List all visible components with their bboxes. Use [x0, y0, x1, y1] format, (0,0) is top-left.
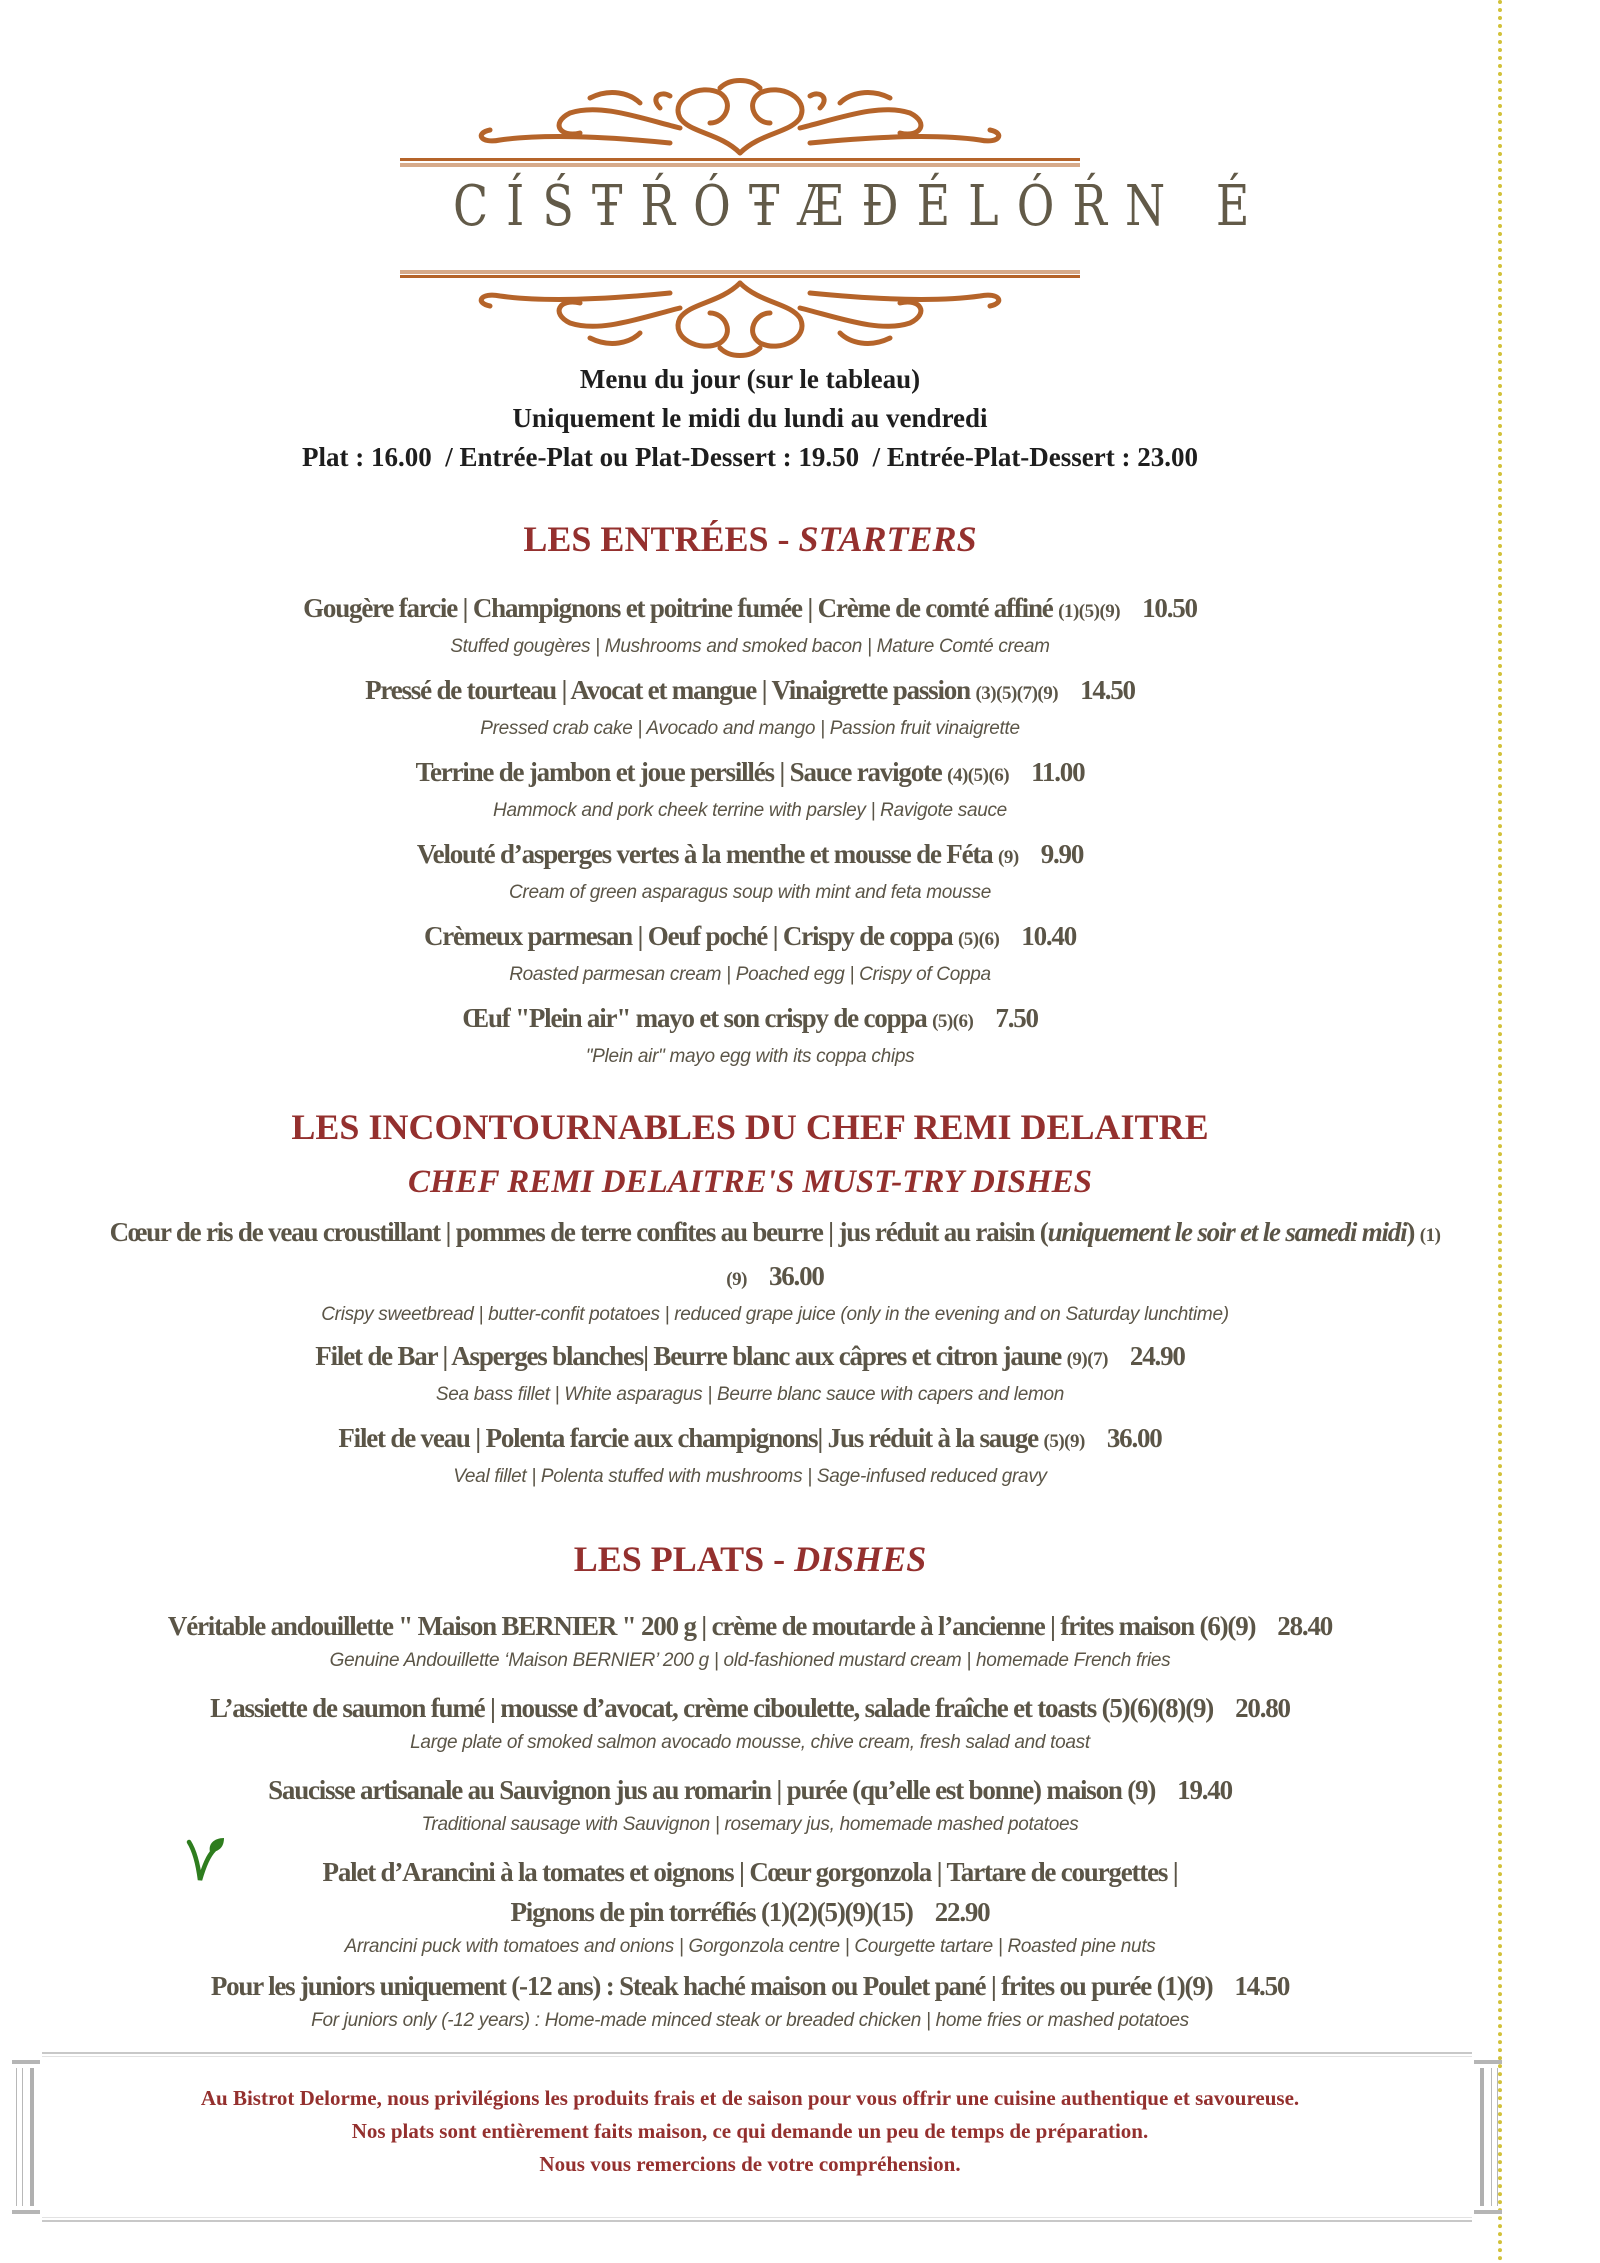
item-english: Veal fillet | Polenta stuffed with mushrooms | Sage-infused reduced gravy	[453, 1466, 1047, 1487]
item-price: 22.90	[934, 1897, 990, 1927]
intro-line-2: Uniquement le midi du lundi au vendredi	[512, 403, 988, 433]
footer-line-3: Nous vous remercions de votre compréhension.	[539, 2152, 961, 2176]
section-title-starters	[0, 518, 1500, 560]
menu-item	[0, 1336, 1500, 1410]
menu-item	[0, 1688, 1500, 1758]
item-name: L’assiette de saumon fumé | mousse d’avocat, crème ciboulette, salade fraîche et toasts (5)(6)(8)(9)	[210, 1693, 1214, 1723]
item-price: 11.00	[1031, 757, 1085, 787]
item-name: Gougère farcie | Champignons et poitrine fumée | Crème de comté affiné	[303, 593, 1053, 623]
item-allergens: (5)(9)	[1043, 1431, 1085, 1452]
item-name-end: )	[1406, 1217, 1415, 1247]
menu-item	[95, 1212, 1455, 1330]
intro-line-3: Plat : 16.00 / Entrée-Plat ou Plat-Dessert : 19.50 / Entrée-Plat-Dessert : 23.00	[302, 442, 1198, 472]
item-name: Terrine de jambon et joue persillés | Sauce ravigote	[415, 757, 942, 787]
frame-line	[42, 2217, 1472, 2218]
frame-line	[42, 2052, 1472, 2054]
item-english: Pressed crab cake | Avocado and mango | Passion fruit vinaigrette	[480, 718, 1020, 739]
section-title-en: CHEF REMI DELAITRE'S MUST-TRY DISHES	[407, 1164, 1093, 1200]
item-english: Genuine Andouillette ‘Maison BERNIER’ 200 g | old-fashioned mustard cream | homemade French fries	[329, 1650, 1171, 1671]
menu-item	[0, 1606, 1500, 1676]
item-english: Traditional sausage with Sauvignon | rosemary jus, homemade mashed potatoes	[421, 1814, 1079, 1835]
menu-item	[0, 1418, 1500, 1492]
item-name: Pour les juniors uniquement (-12 ans) : Steak haché maison ou Poulet pané | frites ou purée (1)(9)	[210, 1971, 1213, 2001]
item-english: Hammock and pork cheek terrine with parsley | Ravigote sauce	[493, 800, 1007, 821]
item-english: "Plein air" mayo egg with its coppa chips	[585, 1046, 915, 1067]
item-name: Filet de veau | Polenta farcie aux champignons| Jus réduit à la sauge	[338, 1423, 1038, 1453]
item-name: Véritable andouillette " Maison BERNIER " 200 g | crème de moutarde à l’ancienne | frites maison (6)(9)	[167, 1611, 1256, 1641]
item-english: Cream of green asparagus soup with mint and feta mousse	[509, 882, 991, 903]
ornament-bottom-icon	[390, 268, 1090, 358]
footer-line-2: Nos plats sont entièrement faits maison, ce qui demande un peu de temps de préparation.	[351, 2119, 1149, 2143]
section-title-fr: LES INCONTOURNABLES DU CHEF REMI DELAITRE	[291, 1107, 1209, 1147]
item-allergens: (4)(5)(6)	[947, 765, 1010, 786]
item-price: 19.40	[1177, 1775, 1232, 1805]
item-name: Pressé de tourteau | Avocat et mangue | Vinaigrette passion	[365, 675, 970, 705]
frame-line	[42, 2220, 1472, 2222]
section-title-fr: LES ENTRÉES -	[523, 519, 799, 559]
item-price: 20.80	[1235, 1693, 1290, 1723]
section-title-chef	[0, 1106, 1500, 1148]
item-price: 36.00	[1106, 1423, 1162, 1453]
item-english: For juniors only (-12 years) : Home-made minced steak or breaded chicken | home fries or mashed potatoes	[311, 2010, 1189, 2031]
restaurant-logo	[390, 78, 1268, 348]
item-allergens: (1)(9)	[726, 1225, 1441, 1290]
item-price: 7.50	[995, 1003, 1038, 1033]
item-name: Œuf "Plein air" mayo et son crispy de coppa	[462, 1003, 927, 1033]
footer-line-1: Au Bistrot Delorme, nous privilégions les produits frais et de saison pour vous offrir une cuisine authentique et savoureuse.	[200, 2086, 1300, 2110]
item-name: Filet de Bar | Asperges blanches| Beurre blanc aux câpres et citron jaune	[315, 1341, 1062, 1371]
menu-item	[0, 998, 1500, 1072]
item-price: 14.50	[1080, 675, 1135, 705]
menu-item	[0, 1770, 1500, 1840]
intro-line-1: Menu du jour (sur le tableau)	[579, 364, 921, 394]
menu-item	[0, 1966, 1500, 2036]
section-title-en: STARTERS	[798, 519, 977, 559]
item-name: Palet d’Arancini à la tomates et oignons | Cœur gorgonzola | Tartare de courgettes |	[322, 1857, 1178, 1887]
menu-item	[0, 588, 1500, 662]
item-english: Crispy sweetbread | butter-confit potatoes | reduced grape juice (only in the evening and on Saturday lunchtime)	[321, 1304, 1229, 1325]
item-name: Velouté d’asperges vertes à la menthe et mousse de Féta	[416, 839, 993, 869]
item-price: 10.40	[1021, 921, 1077, 951]
item-note: uniquement le soir et le samedi midi	[1047, 1217, 1407, 1247]
item-allergens: (9)	[998, 847, 1019, 868]
logo-text: CÍŚŦŔÓŦÆĐÉLÓŔN É	[453, 174, 1268, 239]
item-english: Arrancini puck with tomatoes and onions | Gorgonzola centre | Courgette tartare | Roasted pine nuts	[344, 1936, 1156, 1957]
item-english: Roasted parmesan cream | Poached egg | Crispy of Coppa	[509, 964, 991, 985]
item-price: 9.90	[1040, 839, 1084, 869]
menu-item	[0, 834, 1500, 908]
menu-du-jour-info	[0, 360, 1500, 477]
item-price: 14.50	[1234, 1971, 1290, 2001]
section-subtitle-chef-en	[0, 1164, 1500, 1201]
item-name: Cœur de ris de veau croustillant | pommes de terre confites au beurre | jus réduit au raisin (	[109, 1217, 1048, 1247]
menu-item	[0, 916, 1500, 990]
footer-note	[0, 2082, 1500, 2181]
menu-item	[0, 752, 1500, 826]
item-allergens: (5)(6)	[957, 929, 1000, 950]
item-allergens: (5)(6)	[932, 1011, 974, 1032]
item-price: 28.40	[1277, 1611, 1333, 1641]
item-price: 36.00	[768, 1261, 824, 1291]
item-price: 10.50	[1142, 593, 1197, 623]
item-price: 24.90	[1129, 1341, 1185, 1371]
section-title-fr: LES PLATS -	[573, 1539, 795, 1579]
item-allergens: (9)(7)	[1066, 1349, 1108, 1370]
item-name: Crèmeux parmesan | Oeuf poché | Crispy de coppa	[423, 921, 953, 951]
item-english: Stuffed gougères | Mushrooms and smoked bacon | Mature Comté cream	[450, 636, 1050, 657]
item-english: Large plate of smoked salmon avocado mousse, chive cream, fresh salad and toast	[410, 1732, 1090, 1753]
section-title-en: DISHES	[794, 1539, 927, 1579]
ornament-top-icon	[390, 78, 1090, 168]
item-allergens: (3)(5)(7)(9)	[975, 683, 1059, 704]
frame-line	[42, 2056, 1472, 2057]
menu-item	[0, 670, 1500, 744]
item-english: Sea bass fillet | White asparagus | Beurre blanc sauce with capers and lemon	[435, 1384, 1065, 1405]
item-allergens: (1)(5)(9)	[1058, 601, 1121, 622]
section-title-dishes	[0, 1538, 1500, 1580]
item-name: Saucisse artisanale au Sauvignon jus au romarin | purée (qu’elle est bonne) maison (9)	[268, 1775, 1156, 1805]
item-name-line2: Pignons de pin torréfiés (1)(2)(5)(9)(15)	[510, 1897, 913, 1927]
menu-item-vegetarian	[0, 1852, 1500, 1962]
